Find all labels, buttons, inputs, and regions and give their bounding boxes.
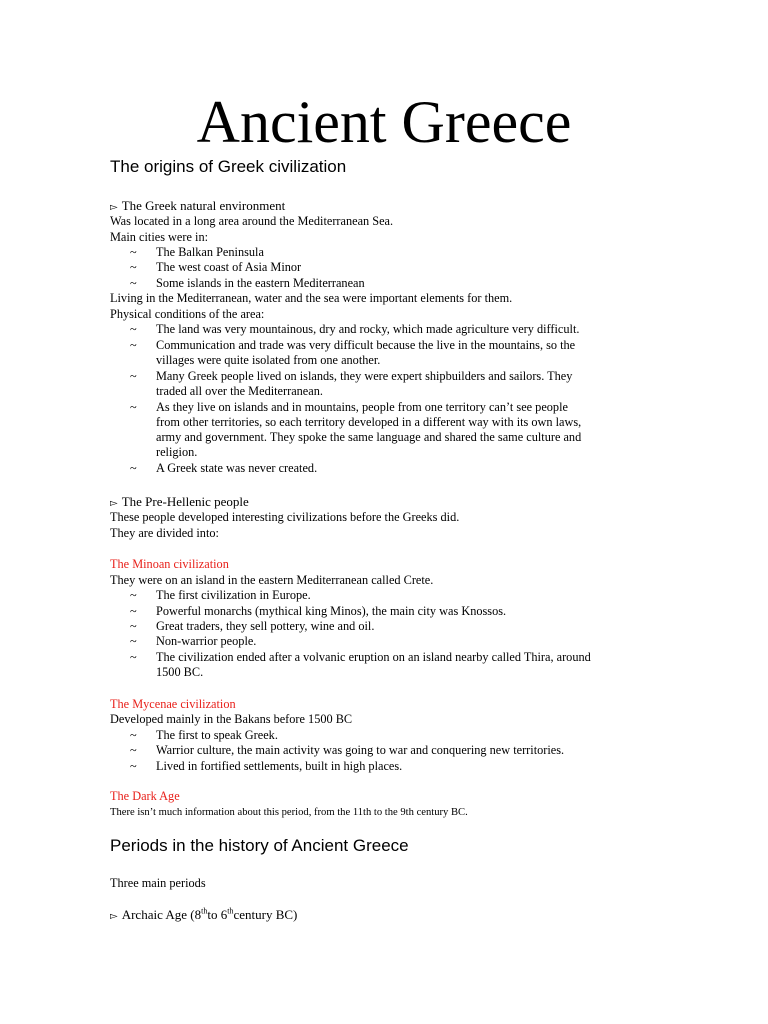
prehellenic-line1: These people developed interesting civilizations before the Greeks did. (110, 510, 460, 524)
sea-text: Living in the Mediterranean, water and the sea were important elements for them. (110, 291, 513, 305)
document-title: Ancient Greece (196, 89, 572, 155)
section-heading-origins: The origins of Greek civilization (110, 157, 347, 176)
mycenae-heading: The Mycenae civilization (110, 697, 236, 711)
subheading-natural-environment: ▻ The Greek natural environment (110, 198, 286, 213)
prehellenic-line2: They are divided into: (110, 526, 219, 540)
section-heading-periods: Periods in the history of Ancient Greece (110, 836, 409, 855)
subheading-prehellenic: ▻ The Pre-Hellenic people (110, 494, 249, 509)
minoan-intro: They were on an island in the eastern Mediterranean called Crete. (110, 573, 434, 587)
minoan-heading: The Minoan civilization (110, 557, 229, 571)
arrow-icon: ▻ (110, 202, 118, 213)
periods-intro: Three main periods (110, 876, 206, 890)
conditions-label: Physical conditions of the area: (110, 307, 265, 321)
arrow-icon: ▻ (110, 498, 118, 509)
document-page: Ancient Greece The origins of Greek civilization ▻ The Greek natural environment Was located in a long area around the Mediterranean Sea. Main cities were in: ~ The Balkan Peninsula ~ The west coast of Asia Minor ~ Some islands in the eastern Mediterranean Living in the Mediterranean, water and the sea were important elements for them. Physical conditions of the area: ~ The land was very mountainous, dry and rocky, which made agriculture very difficult. ~ Communication and trade was very difficult because the live in the mountains, so the villages were quite isolated from one another. ~ Many Greek people lived on islands, they were expert shipbuilders and sailors. They traded all over the Mediterranean. ~ As they live on islands and in mountains, people from one territory can’t see people from other territories, so each territory developed in a different way with its own laws, army and government. They spoke the same language and shared the same culture and religion. ~ A Greek state was never created. ▻ The Pre-Hellenic people These people developed interesting civilizations before the Greeks did. They are divided into: The Minoan civilization They were on an island in the eastern Mediterranean called Crete. ~ The first civilization in Europe. ~ Powerful monarchs (mythical king Minos), the main city was Knossos. ~ Great traders, they sell pottery, wine and oil. ~ Non-warrior people. ~ The civilization ended after a volvanic eruption on an island nearby called Thira, around 1500 BC. The Mycenae civilization Developed mainly in the Bakans before 1500 BC ~ The first to speak Greek. ~ Warrior culture, the main activity was going to war and conquering new territories. ~ Lived in fortified settlements, built in high places. The Dark Age There isn’t much information about this period, from the 11th to the 9th century BC. Periods in the history of Ancient Greece Three main periods ▻ Archaic Age (8thto 6thcentury BC) (0, 0, 768, 1024)
env-intro: Was located in a long area around the Mediterranean Sea. (110, 214, 394, 228)
arrow-icon: ▻ (110, 911, 118, 922)
subheading-archaic-age: ▻ Archaic Age (8thto 6thcentury BC) (110, 906, 298, 922)
darkage-text: There isn’t much information about this period, from the 11th to the 9th century BC. (110, 807, 468, 818)
darkage-heading: The Dark Age (110, 789, 180, 803)
cities-label: Main cities were in: (110, 230, 209, 244)
mycenae-intro: Developed mainly in the Bakans before 1500 BC (110, 712, 353, 726)
